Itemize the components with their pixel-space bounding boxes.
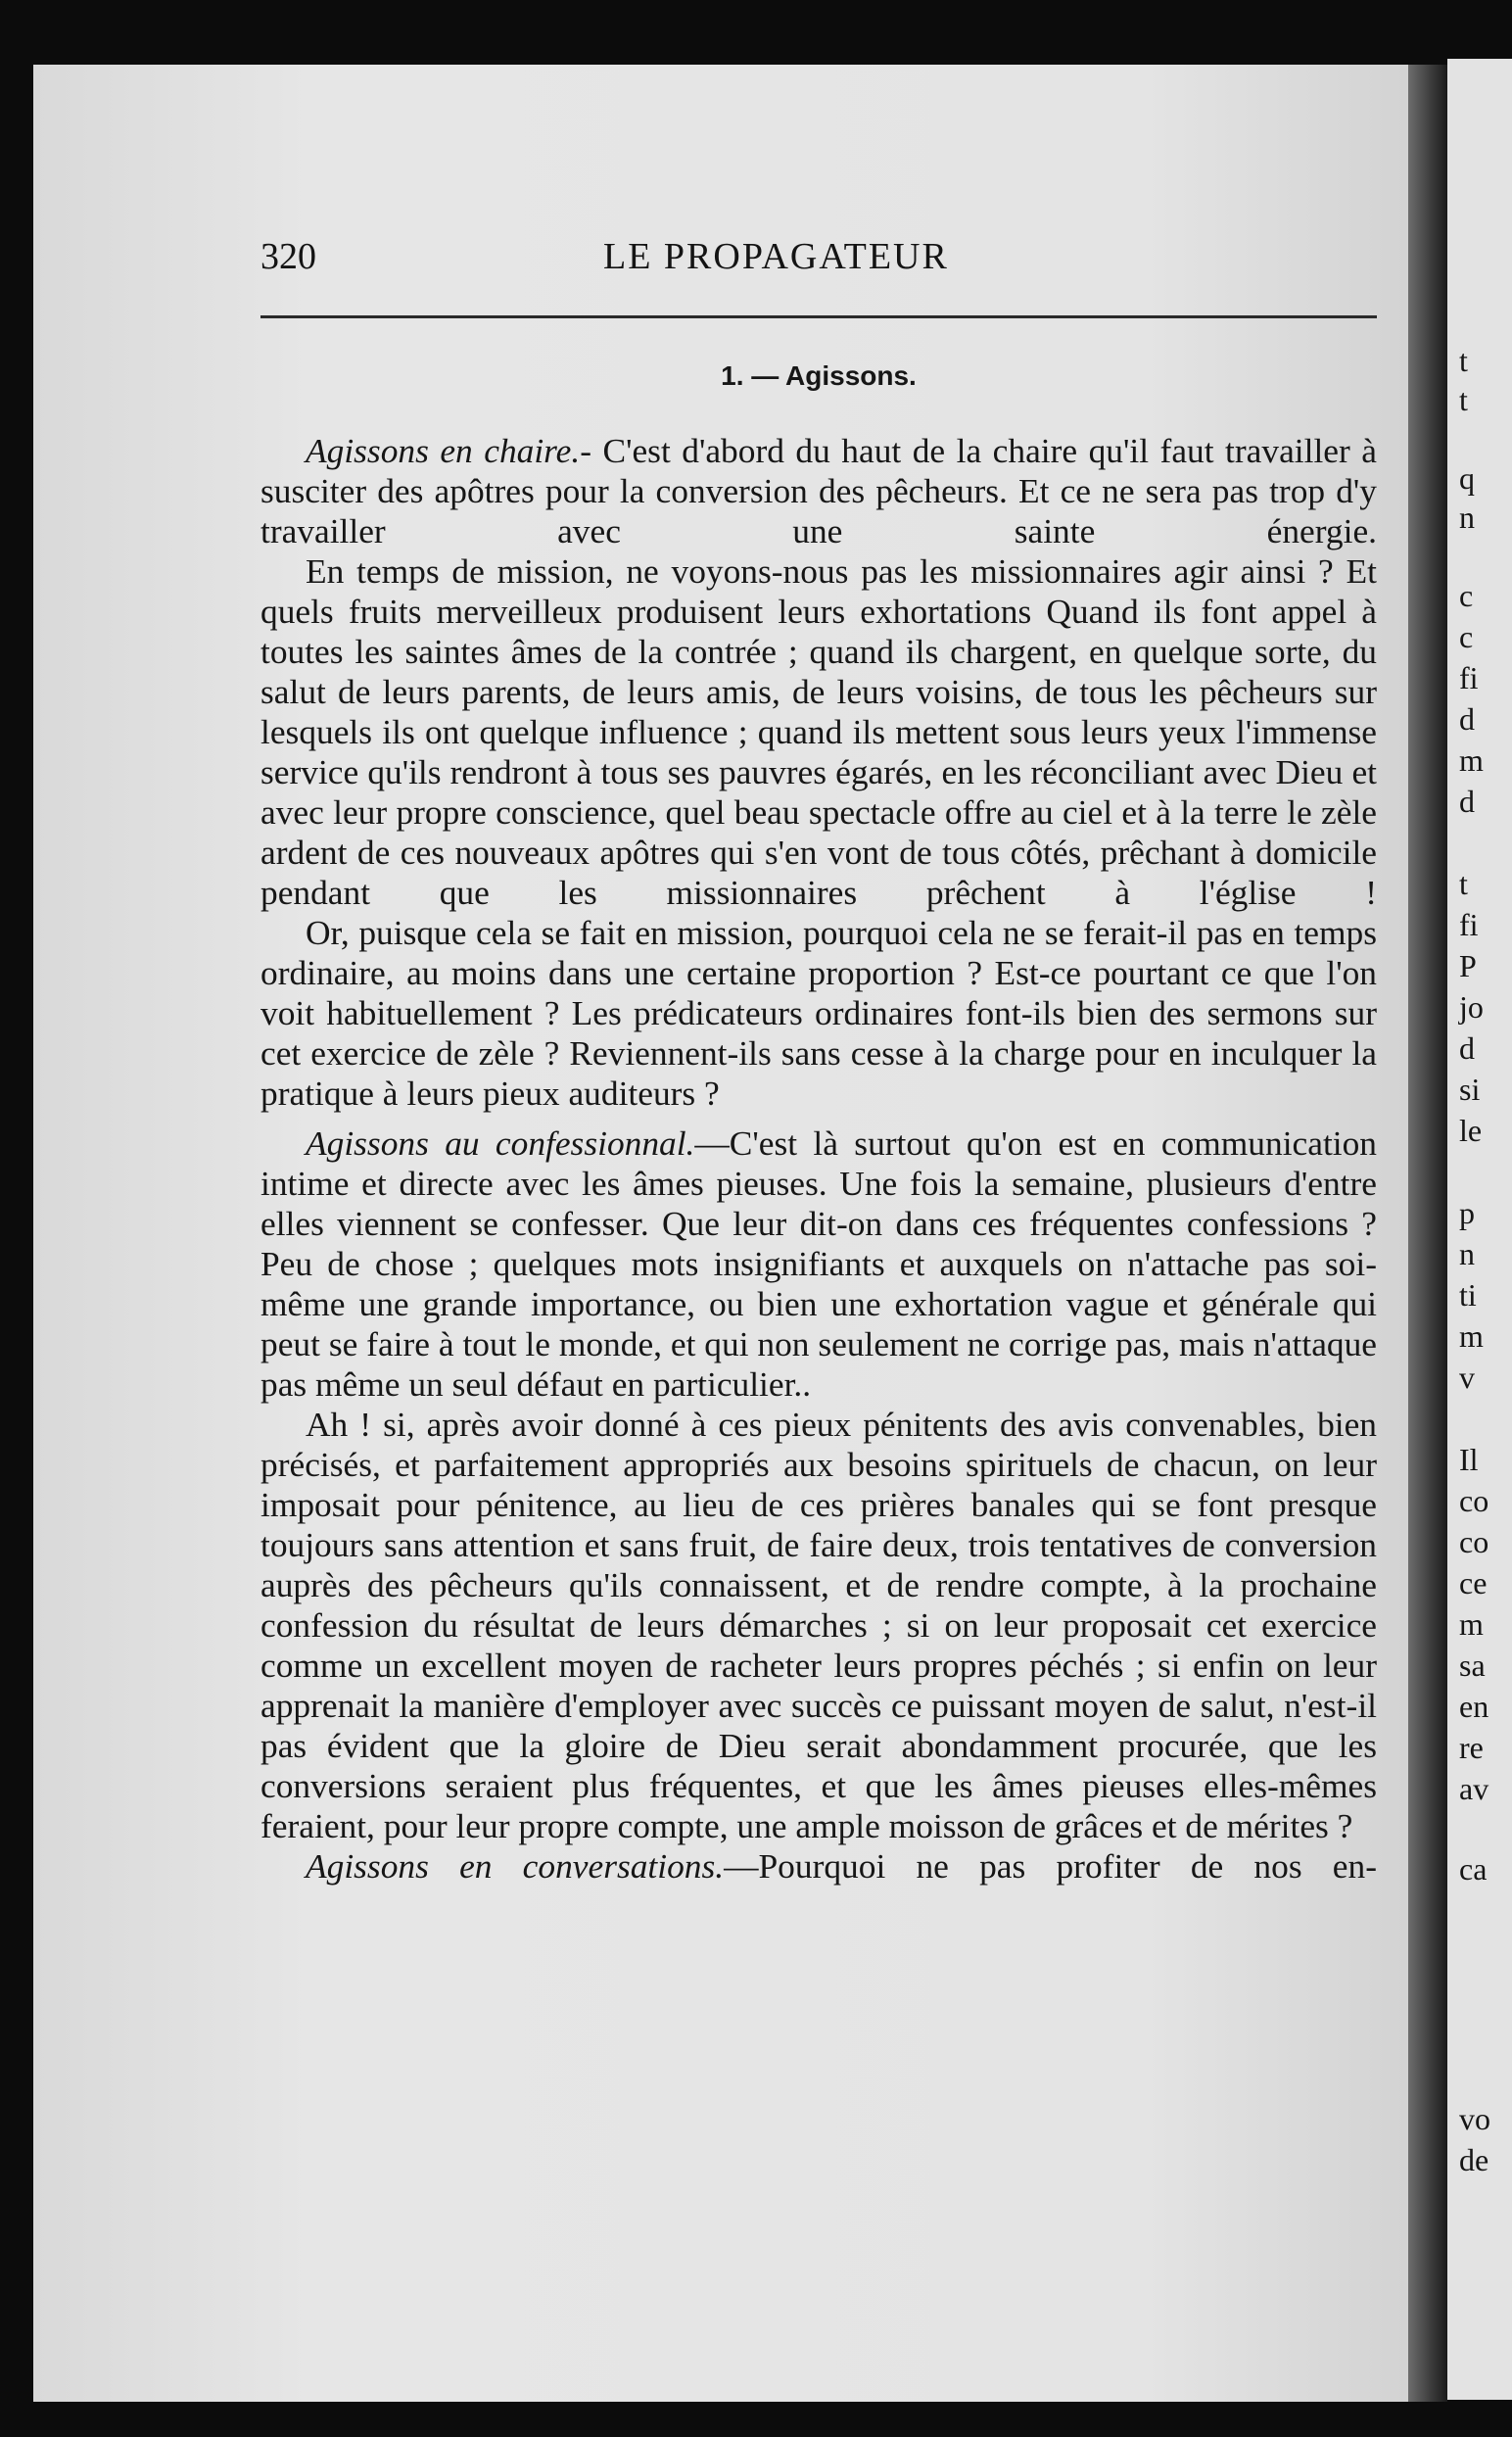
facing-fragment: P — [1459, 948, 1477, 983]
facing-fragment: de — [1459, 2142, 1489, 2177]
paragraph-lead: Agissons en chaire. — [306, 431, 581, 470]
facing-fragment: re — [1459, 1730, 1484, 1765]
facing-fragment: co — [1459, 1483, 1489, 1518]
header-rule — [260, 315, 1377, 318]
facing-fragment: c — [1459, 578, 1474, 613]
facing-fragment: fi — [1459, 660, 1479, 695]
page-number: 320 — [260, 236, 316, 277]
facing-fragment: n — [1459, 1236, 1475, 1271]
paragraph-text: Or, puisque cela se fait en mission, pourquoi cela ne se ferait-il pas en temps ordinaire, au moins dans une certaine proportion ? Est-ce pourtant ce que l'on voit habituellement ? Les prédicateurs ordinaires font-ils bien des sermons sur cet exercice de zèle ? Reviennent-ils sans cesse à la charge pour en inculquer la pratique à leurs pieux auditeurs ? — [260, 913, 1377, 1113]
facing-fragment: d — [1459, 701, 1475, 737]
facing-fragment: m — [1459, 742, 1484, 778]
facing-fragment: le — [1459, 1113, 1483, 1148]
facing-fragment: n — [1459, 500, 1475, 535]
facing-fragment: q — [1459, 460, 1475, 496]
running-header — [260, 235, 1377, 294]
facing-fragment: si — [1459, 1072, 1481, 1107]
facing-fragment: ce — [1459, 1565, 1488, 1601]
book-gutter — [1408, 65, 1447, 2402]
body-text — [260, 349, 1377, 1887]
running-title: LE PROPAGATEUR — [603, 236, 949, 277]
facing-fragment: ca — [1459, 1851, 1488, 1887]
facing-fragment: jo — [1459, 989, 1484, 1025]
paragraph-text: —C'est là surtout qu'on est en communication intime et directe avec les âmes pieuses. Une fois la semaine, plusieurs d'entre elles viennent se confesser. Que leur dit-on dans ces fréquentes confessions ? Peu de chose ; quelques mots insignifiants et auxquels on n'attache pas soi-même une grande importance, ou bien une exhortation vague et générale qui peut se faire à tout le monde, et qui non seulement ne corrige pas, mais n'attaque pas même un seul défaut en particulier.. — [260, 1123, 1377, 1404]
facing-fragment: d — [1459, 1030, 1475, 1066]
facing-fragment: co — [1459, 1524, 1489, 1559]
section-heading: 1. — Agissons. — [721, 360, 917, 391]
facing-fragment: fi — [1459, 907, 1479, 942]
paragraph — [260, 913, 1377, 1114]
facing-page-edge — [1447, 59, 1512, 2400]
paragraph-text: Ah ! si, après avoir donné à ces pieux pénitents des avis convenables, bien précisés, et parfaitement appropriés aux besoins spirituels de chacun, on leur imposait pour pénitence, au lieu de ces prières banales qui se font presque toujours sans attention et sans fruit, de faire deux, trois tentatives de conversion auprès des pêcheurs qu'ils connaissent, et de rendre compte, à la prochaine confession du résultat de leurs démarches ; si on leur proposait cet exercice comme un excellent moyen de racheter leurs propres péchés ; si enfin on leur apprenait la manière d'employer avec succès ce puissant moyen de salut, n'est-il pas évident que la gloire de Dieu serait abondamment procurée, que les conversions seraient plus fréquentes, et que les âmes pieuses elles-mêmes feraient, pour leur propre compte, une ample moisson de grâces et de mérites ? — [260, 1405, 1377, 1845]
paragraph-lead: Agissons au confessionnal. — [306, 1123, 695, 1163]
paragraph-text: En temps de mission, ne voyons-nous pas les missionnaires agir ainsi ? Et quels fruits merveilleux produisent leurs exhortations Quand ils font appel à toutes les saintes âmes de la contrée ; quand ils chargent, en quelque sorte, du salut de leurs parents, de leurs amis, de leurs voisins, de tous les pêcheurs sur lesquels ils ont quelque influence ; quand ils mettent sous leurs yeux l'immense service qu'ils rendront à tous ses pauvres égarés, en les réconciliant avec Dieu et avec leur propre conscience, quel beau spectacle offre au ciel et à la terre le zèle ardent de ces nouveaux apôtres qui s'en vont de tous côtés, prêchant à domicile pendant que les missionnaires prêchent à l'église ! — [260, 551, 1377, 912]
facing-fragment: t — [1459, 343, 1468, 378]
facing-fragment: en — [1459, 1689, 1489, 1724]
facing-fragment: m — [1459, 1606, 1484, 1642]
facing-fragment: ti — [1459, 1277, 1477, 1313]
paragraph — [260, 1123, 1377, 1405]
facing-fragment: av — [1459, 1771, 1489, 1806]
paragraph — [260, 551, 1377, 913]
paragraph — [260, 1846, 1377, 1887]
paragraph-text: - C'est d'abord du haut de la chaire qu'il faut travailler à susciter des apôtres pour la conversion des pêcheurs. Et ce ne sera pas trop d'y travailler avec une sainte énergie. — [260, 431, 1377, 550]
paragraph-lead: Agissons en conversations. — [306, 1846, 725, 1886]
facing-fragment: p — [1459, 1195, 1475, 1230]
facing-fragment: t — [1459, 866, 1468, 901]
facing-fragment: t — [1459, 382, 1468, 417]
paragraph — [260, 1405, 1377, 1846]
facing-fragment: c — [1459, 619, 1474, 654]
facing-fragment: Il — [1459, 1442, 1479, 1477]
facing-fragment: d — [1459, 784, 1475, 819]
facing-fragment: v — [1459, 1360, 1475, 1395]
facing-fragment: m — [1459, 1318, 1484, 1354]
paragraph — [260, 431, 1377, 551]
facing-fragment: vo — [1459, 2101, 1490, 2136]
paragraph-text: —Pourquoi ne pas profiter de nos en- — [724, 1846, 1377, 1886]
facing-fragment: sa — [1459, 1648, 1486, 1683]
